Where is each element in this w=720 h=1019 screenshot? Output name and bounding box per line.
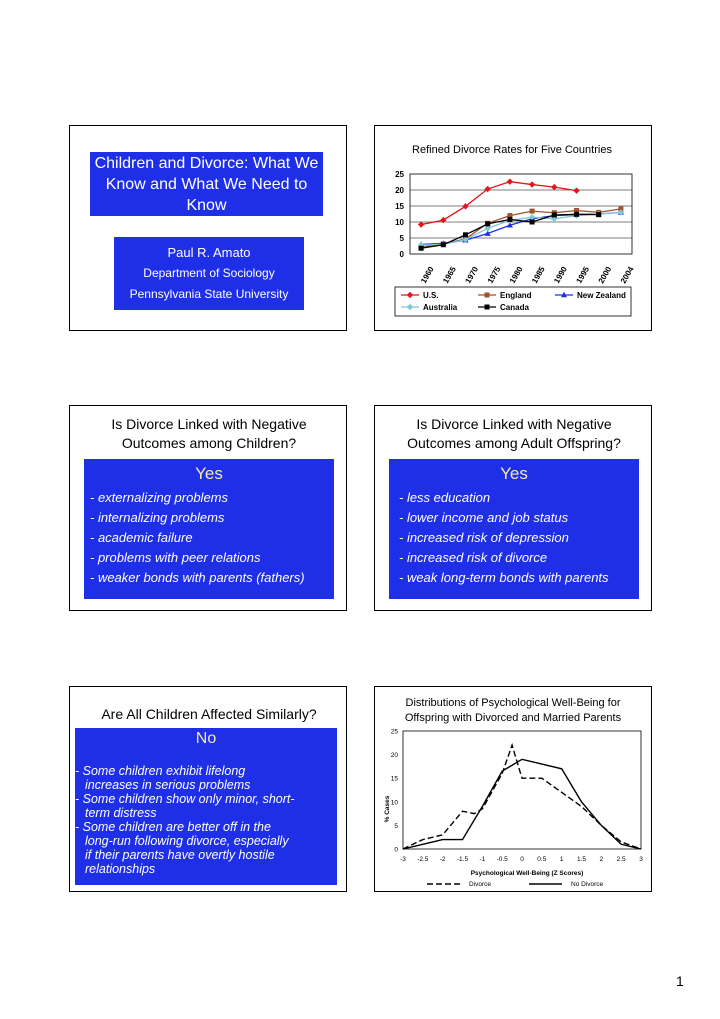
x-tick-label: -2: [439, 856, 446, 863]
y-tick-label: 10: [395, 218, 404, 227]
y-tick-label: 25: [390, 728, 398, 736]
slide-children-affected: [69, 686, 347, 892]
legend-label: Australia: [423, 303, 458, 312]
legend-label: Canada: [500, 303, 529, 312]
chart-title-line1: Distributions of Psychological Well-Being for: [405, 697, 621, 709]
data-point: [530, 220, 535, 225]
x-tick-label: -1: [479, 856, 486, 863]
x-tick-label: 2: [599, 856, 604, 863]
slide-divorce-rates: [374, 125, 652, 331]
y-tick-label: 25: [395, 170, 404, 179]
y-tick-label: 5: [394, 822, 398, 830]
slide-heading: Are All Children Affected Similarly?: [101, 706, 317, 722]
x-tick-label: 1995: [574, 265, 592, 285]
data-point: [596, 212, 601, 217]
plot-area: [403, 731, 641, 849]
x-tick-label: 1: [559, 856, 564, 863]
x-tick-label: 1960: [419, 265, 436, 285]
data-point: [441, 242, 446, 247]
legend-label: No Divorce: [571, 881, 604, 888]
list-item: - Some children show only minor, short- term distress: [75, 792, 295, 820]
y-tick-label: 10: [390, 799, 398, 807]
x-tick-label: 0: [520, 856, 524, 863]
x-tick-label: 1980: [507, 265, 525, 285]
data-point: [574, 212, 579, 217]
x-tick-label: -0.5: [496, 856, 508, 863]
answer-box: [389, 459, 639, 599]
author-box: [114, 237, 304, 310]
y-tick-label: 20: [390, 752, 398, 760]
x-tick-label: 0.5: [537, 856, 547, 863]
outcome-list: [389, 488, 639, 588]
outcome-list: [84, 488, 334, 588]
presentation-title: Children and Divorce: What We Know and What We Need to Know: [94, 155, 319, 214]
list-item: - externalizing problems: [90, 490, 229, 505]
list-item: - problems with peer relations: [90, 550, 261, 565]
legend-label: New Zealand: [577, 291, 626, 300]
x-tick-label: 1985: [530, 265, 547, 285]
slide-adult-outcomes: [374, 405, 652, 611]
x-tick-label: 3: [639, 856, 643, 863]
x-tick-label: 1.5: [576, 856, 587, 863]
data-point: [419, 246, 424, 251]
list-item: - increased risk of divorce: [399, 550, 548, 565]
legend-label: England: [500, 291, 532, 300]
university: Pennsylvania State University: [129, 287, 289, 301]
data-point: [463, 232, 468, 237]
legend-label: Divorce: [469, 881, 492, 888]
x-tick-label: 2.5: [616, 856, 626, 863]
x-tick-label: 2000: [596, 265, 614, 285]
list-item: - Some children exhibit lifelong increases in serious problems: [75, 764, 251, 792]
answer-no: No: [195, 730, 217, 747]
x-tick-label: 1975: [485, 265, 503, 285]
data-point: [507, 217, 512, 222]
legend-marker: [485, 305, 490, 310]
slide-wellbeing: [374, 686, 652, 892]
answer-box: [84, 459, 334, 599]
list-item: - less education: [399, 490, 491, 505]
x-axis-label: Psychological Well-Being (Z Scores): [470, 870, 584, 877]
answer-box: [75, 728, 337, 885]
x-tick-label: 1990: [552, 265, 569, 285]
x-tick-label: -2.5: [417, 856, 429, 863]
list-item: - weak long-term bonds with parents: [399, 570, 609, 585]
page-number: 1: [676, 973, 684, 989]
y-tick-label: 5: [399, 234, 404, 243]
slide-heading: Is Divorce Linked with Negative Outcomes among Children?: [111, 416, 307, 451]
y-axis-label: % Cases: [384, 795, 391, 823]
x-tick-label: -3: [400, 856, 406, 863]
data-point: [485, 221, 490, 226]
list-item: - internalizing problems: [90, 510, 225, 525]
list-item: - Some children are better off in the long-run following divorce, especially if their parents have overtly hostile relationships: [75, 820, 289, 876]
answer-yes: Yes: [195, 464, 223, 483]
x-tick-label: 1965: [441, 265, 458, 285]
y-tick-label: 15: [395, 202, 404, 211]
data-point: [530, 209, 535, 214]
y-tick-label: 0: [394, 846, 398, 854]
list-item: - academic failure: [90, 530, 193, 545]
legend-marker: [485, 293, 490, 298]
y-tick-label: 20: [395, 186, 404, 195]
slide-children-outcomes: [69, 405, 347, 611]
x-tick-label: 2004: [618, 265, 636, 285]
slide-title: [69, 125, 347, 331]
title-box: [90, 152, 323, 216]
y-tick-label: 0: [399, 250, 404, 259]
chart-title: Refined Divorce Rates for Five Countries: [412, 144, 612, 156]
data-point: [552, 212, 557, 217]
list-item: - lower income and job status: [399, 510, 569, 525]
legend-label: U.S.: [423, 291, 439, 300]
slide-heading: Is Divorce Linked with Negative Outcomes among Adult Offspring?: [407, 416, 621, 451]
x-tick-label: 1970: [463, 265, 481, 285]
divorce-rates-chart: [375, 126, 651, 330]
chart-title-line2: Offspring with Divorced and Married Parents: [404, 712, 622, 724]
affected-list: [75, 764, 337, 876]
author-name: Paul R. Amato: [167, 245, 251, 260]
x-tick-label: -1.5: [456, 856, 469, 863]
answer-yes: Yes: [500, 464, 528, 483]
y-tick-label: 15: [390, 775, 398, 783]
department: Department of Sociology: [143, 266, 275, 280]
list-item: - weaker bonds with parents (fathers): [90, 570, 305, 585]
list-item: - increased risk of depression: [399, 530, 569, 545]
wellbeing-chart: [375, 687, 651, 891]
